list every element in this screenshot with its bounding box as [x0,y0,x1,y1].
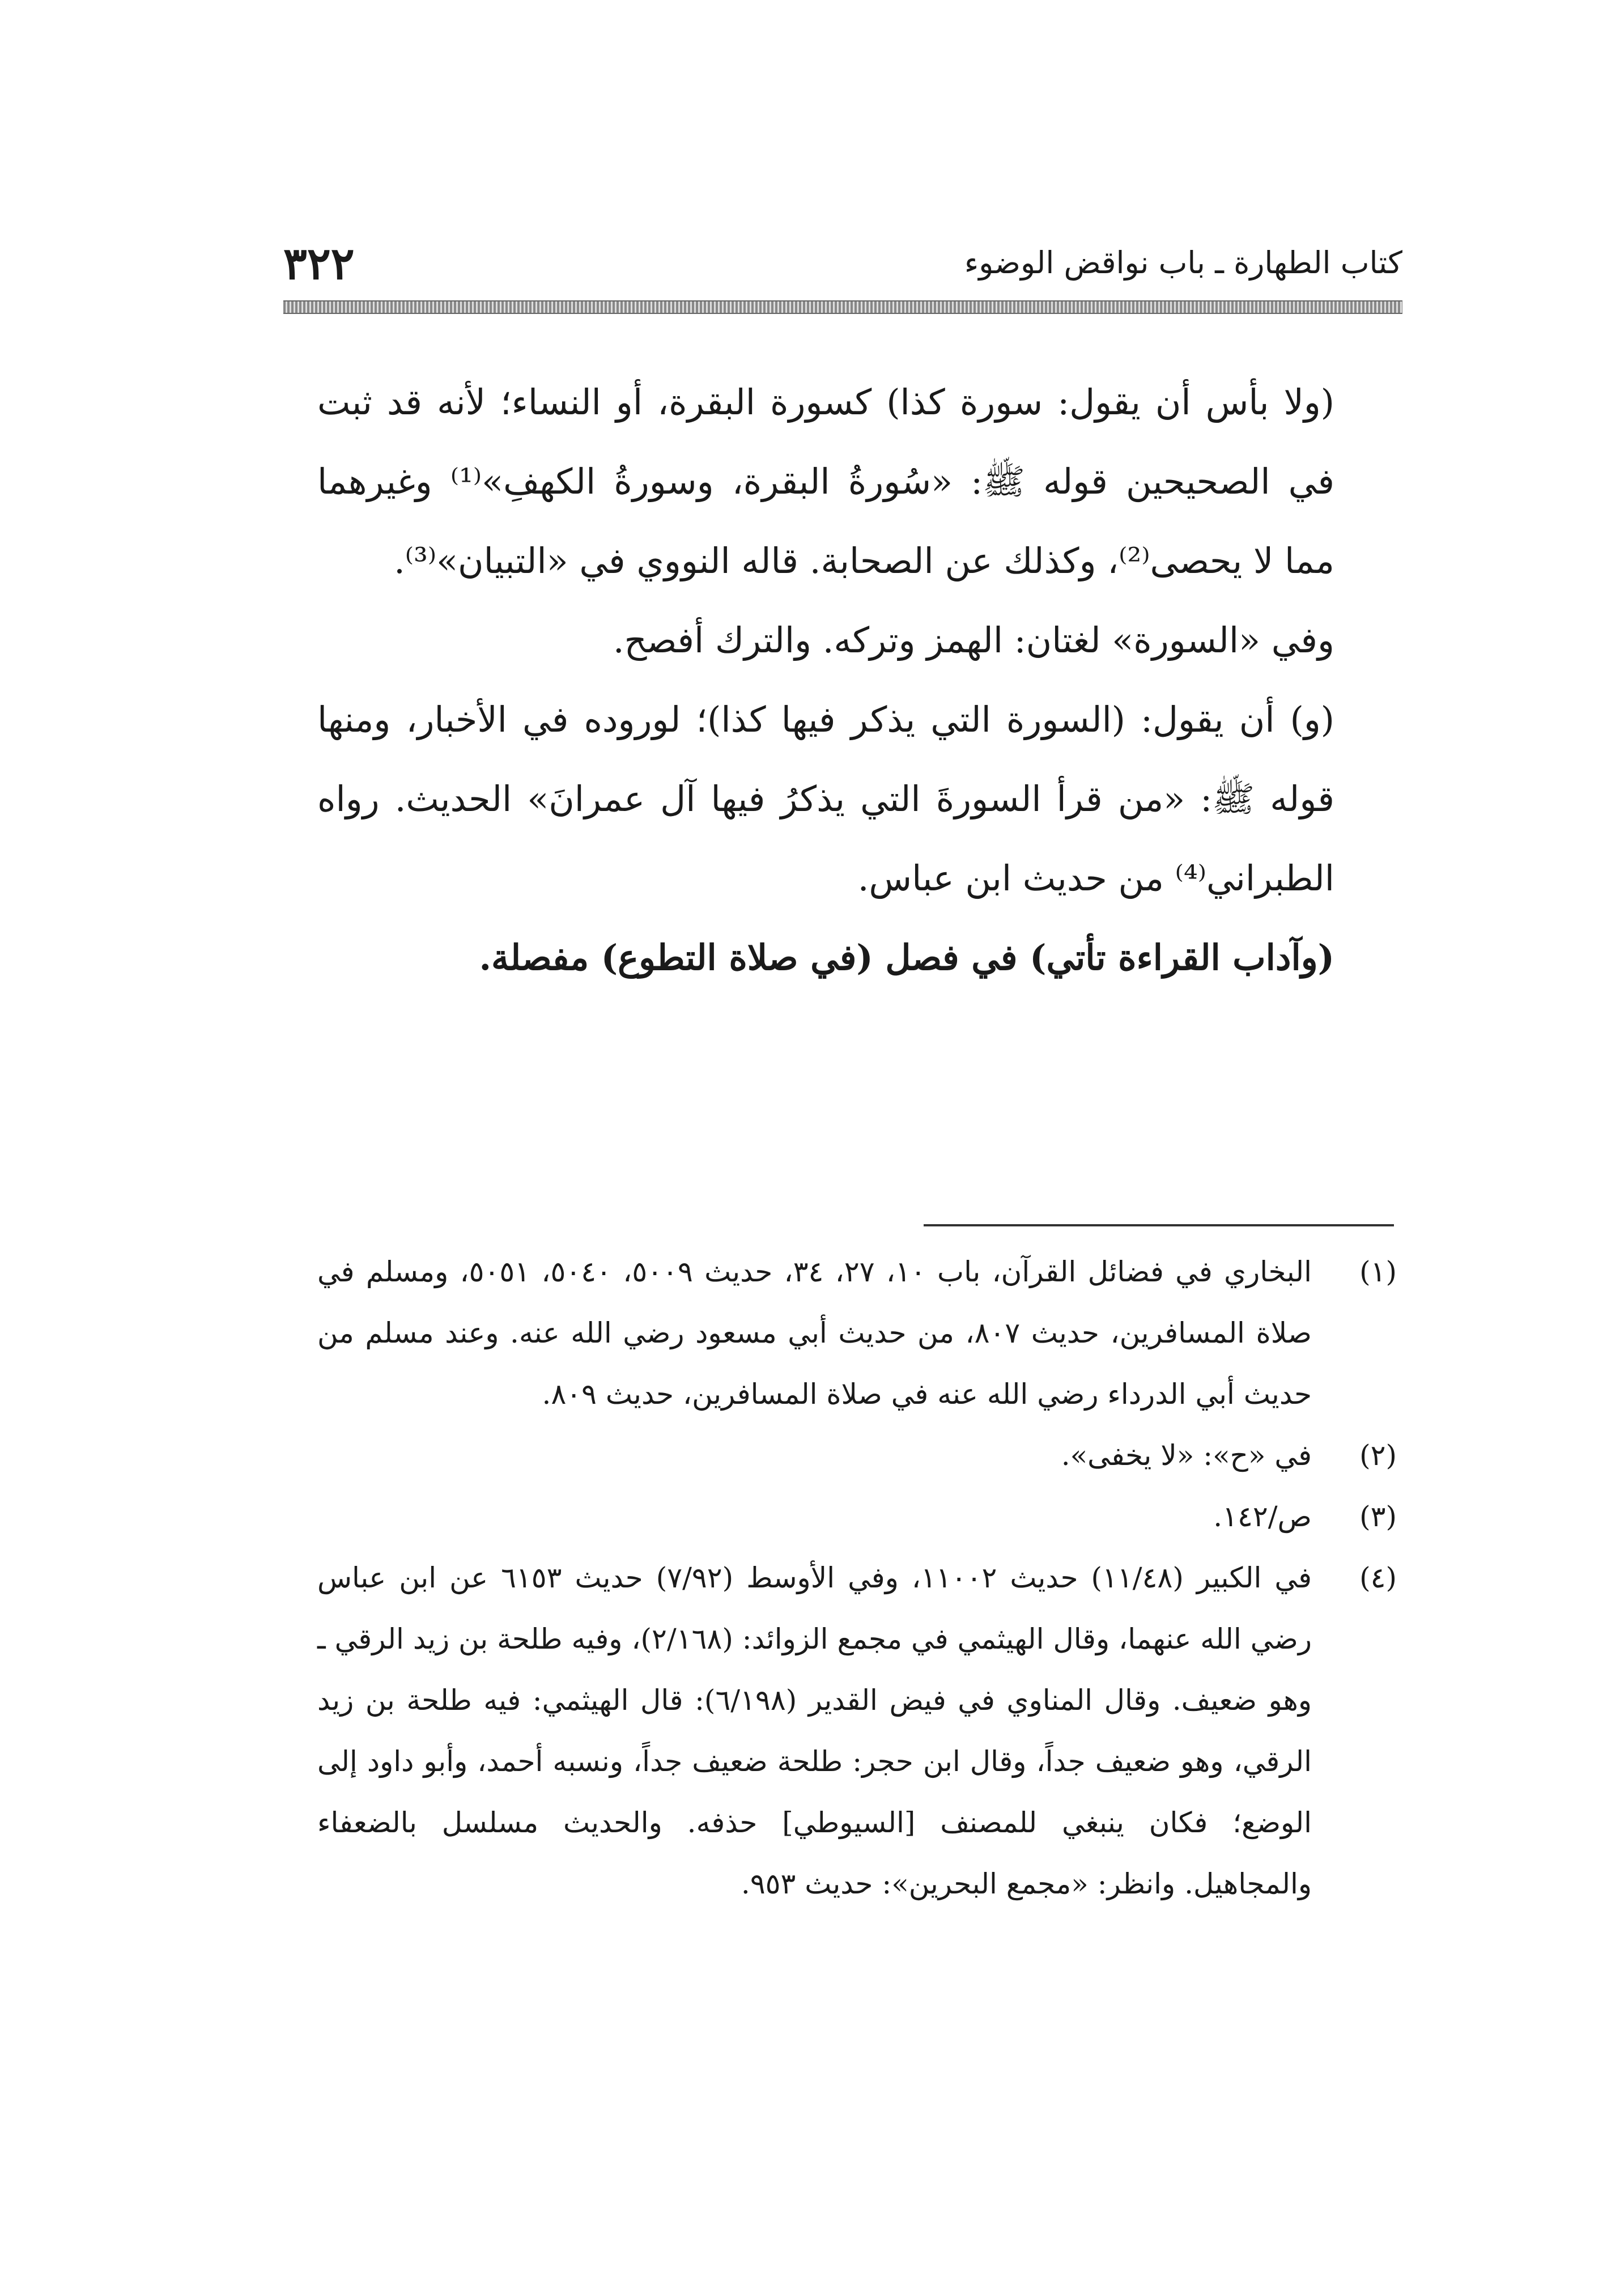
footnotes [317,1241,1397,1914]
header-rule [283,300,1402,314]
footnote-text: في «ح»: «لا يخفى». [1061,1439,1312,1472]
footnote-number: (٤) [1359,1561,1397,1594]
page-header [283,227,1402,317]
footnote-number: (٢) [1359,1439,1397,1472]
footnote-separator [924,1224,1394,1226]
paragraph-2: وفي «السورة» لغتان: الهمز وتركه. والترك أفصح. [613,619,1334,661]
paragraph-4: (وآداب القراءة تأتي) في فصل (في صلاة التطوع) مفصلة. [479,937,1334,978]
footnote-number: (٣) [1359,1500,1397,1533]
footnote-text: البخاري في فضائل القرآن، باب ١٠، ٢٧، ٣٤، حديث ٥٠٠٩، ٥٠٤٠، ٥٠٥١، ومسلم في صلاة المسافرين، حديث ٨٠٧، من حديث أبي مسعود رضي الله عنه. وعند مسلم من حديث أبي الدرداء رضي الله عنه في صلاة المسافرين، حديث ٨٠٩. [317,1255,1312,1411]
running-title: كتاب الطهارة ـ باب نواقض الوضوء [964,245,1402,281]
footnote-text: في الكبير (١١/٤٨) حديث ١١٠٠٢، وفي الأوسط (٧/٩٢) حديث ٦١٥٣ عن ابن عباس رضي الله عنهما، وقال الهيثمي في مجمع الزوائد: (٢/١٦٨)، وفيه طلحة بن زيد الرقي ـ وهو ضعيف. وقال المناوي في فيض القدير (٦/١٩٨): قال الهيثمي: فيه طلحة بن زيد الرقي، وهو ضعيف جداً، وقال ابن حجر: طلحة ضعيف جداً، ونسبه أحمد، وأبو داود إلى الوضع؛ فكان ينبغي للمصنف [السيوطي] حذفه. والحديث مسلسل بالضعفاء والمجاهيل. وانظر: «مجمع البحرين»: حديث ٩٥٣. [317,1561,1312,1900]
page-number: ٣٢٢ [283,238,355,290]
footnote [317,1425,1397,1486]
paragraph-3: (و) أن يقول: (السورة التي يذكر فيها كذا)؛ لوروده في الأخبار، ومنها قوله ﷺ: «من قرأ السورةَ التي يذكرُ فيها آل عمرانَ» الحديث. رواه الطبراني⁽⁴⁾ من حديث ابن عباس. [317,699,1334,899]
paragraph-1: (ولا بأس أن يقول: سورة كذا) كسورة البقرة، أو النساء؛ لأنه قد ثبت في الصحيحين قوله ﷺ: «سُورةُ البقرة، وسورةُ الكهفِ»⁽¹⁾ وغيرهما مما لا يحصى⁽²⁾، وكذلك عن الصحابة. قاله النووي في «التبيان»⁽³⁾. [317,381,1334,581]
footnote [317,1486,1397,1547]
footnote-text: ص/١٤٢. [1213,1500,1312,1533]
footnote [317,1241,1397,1425]
footnote-number: (١) [1359,1255,1397,1288]
main-text [317,363,1397,997]
footnote [317,1547,1397,1914]
